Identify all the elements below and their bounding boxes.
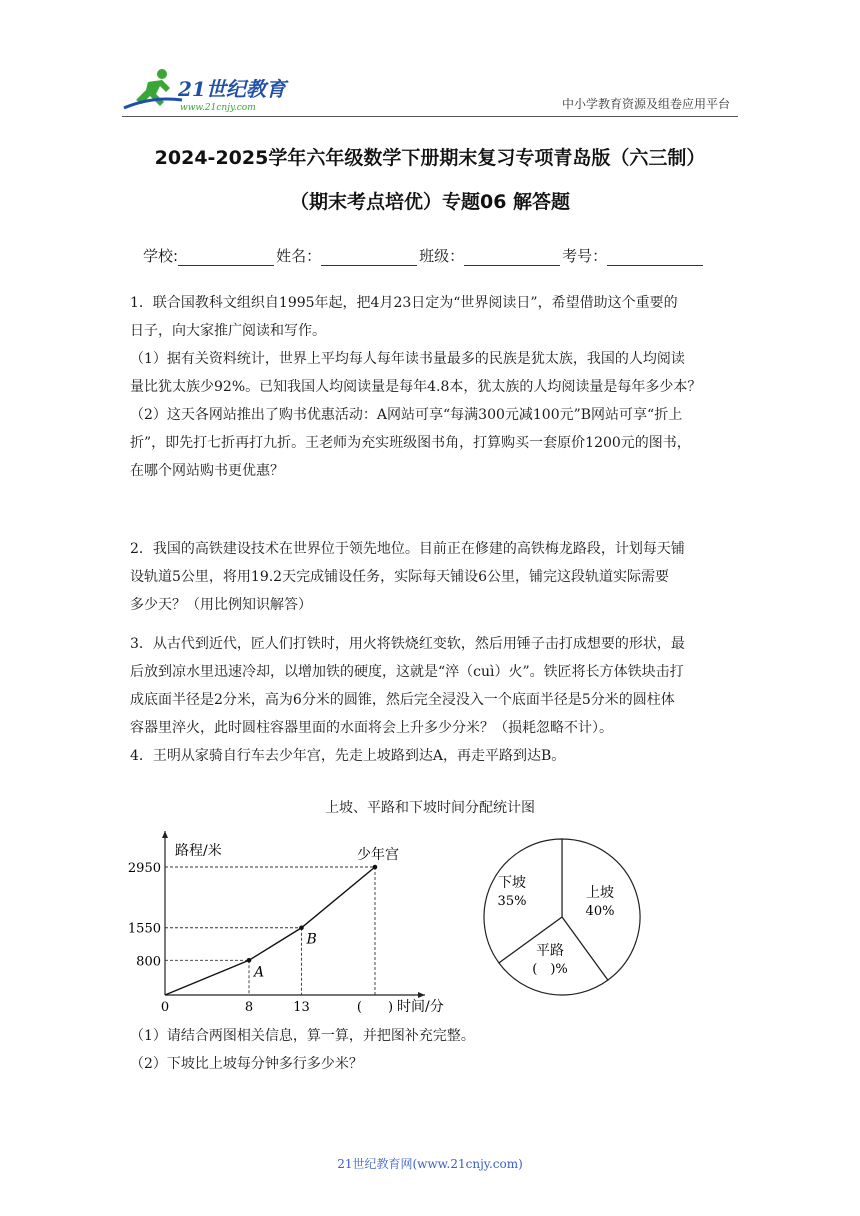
distance-time-line-chart <box>125 825 445 1020</box>
site-logo <box>122 66 292 116</box>
q1-part2-line: 折”，即先打七折再打九折。王老师为充实班级图书角，打算购买一套原价1200元的图书， <box>130 435 691 451</box>
x-tick-label: 8 <box>244 1000 254 1015</box>
x-axis-label: 时间/分 <box>397 999 444 1015</box>
pie-slice-value: 35% <box>497 894 527 909</box>
pie-slice-name: 平路 <box>536 943 564 959</box>
data-point <box>373 865 378 870</box>
q1-part1-line: （1）据有关资料统计，世界上平均每人每年读书量最多的民族是犹太族，我国的人均阅读 <box>130 351 685 367</box>
y-axis-label: 路程/米 <box>175 843 222 859</box>
point-label: 少年宫 <box>357 847 399 863</box>
q4-part2: （2）下坡比上坡每分钟多行多少米？ <box>130 1056 363 1072</box>
y-tick-label: 2950 <box>127 861 161 876</box>
class-label: 班级： <box>419 247 465 265</box>
q2-line: 设轨道5公里，将用19.2天完成铺设任务，实际每天铺设6公里，铺完这段轨道实际需要 <box>130 569 669 585</box>
time-allocation-pie-chart <box>480 825 650 1015</box>
q4-intro-line: 4．王明从家骑自行车去少年宫，先走上坡路到达A，再走平路到达B。 <box>130 748 566 764</box>
page-title-line1: 2024-2025学年六年级数学下册期末复习专项青岛版（六三制） <box>154 147 706 169</box>
name-label: 姓名： <box>276 247 322 265</box>
q1-line: 1．联合国教科文组织自1995年起，把4月23日定为“世界阅读日”，希望借助这个重要的 <box>130 295 678 311</box>
name-blank[interactable] <box>321 248 417 266</box>
school-label: 学校: <box>143 247 179 265</box>
x-tick-label: 0 <box>160 1000 170 1015</box>
q2-line: 多少天？（用比例知识解答） <box>130 597 312 613</box>
exam-number-field[interactable] <box>562 245 705 266</box>
point-label: A <box>254 964 265 981</box>
name-field[interactable] <box>276 245 419 266</box>
footer-link[interactable]: 21世纪教育网(www.21cnjy.com) <box>337 1157 523 1171</box>
exam-number-label: 考号： <box>562 247 608 265</box>
pie-slice-name: 下坡 <box>498 875 526 891</box>
series-line <box>165 867 375 995</box>
question-1 <box>130 289 730 485</box>
y-axis-arrow <box>162 831 168 838</box>
q1-line: 日子，向大家推广阅读和写作。 <box>130 323 326 339</box>
q3-line: 成底面半径是2分米，高为6分米的圆锥，然后完全浸没入一个底面半径是5分米的圆柱体 <box>130 692 675 708</box>
q3-line: 容器里淬火，此时圆柱容器里面的水面将会上升多少分米？（损耗忽略不计）。 <box>130 720 613 736</box>
y-tick-label: 1550 <box>127 921 161 937</box>
school-blank[interactable] <box>178 248 274 266</box>
exam-number-blank[interactable] <box>607 248 703 266</box>
header-divider <box>122 116 738 117</box>
y-tick-label: 800 <box>136 954 161 970</box>
class-field[interactable] <box>419 245 562 266</box>
q2-line: 2．我国的高铁建设技术在世界位于领先地位。目前正在修建的高铁梅龙路段，计划每天铺 <box>130 541 685 557</box>
q3-line: 后放到凉水里迅速冷却，以增加铁的硬度，这就是“淬（cuì）火”。铁匠将长方体铁块击打 <box>130 664 684 680</box>
class-blank[interactable] <box>464 248 560 266</box>
question-2 <box>130 535 730 619</box>
pie-slice-value: ( )% <box>532 962 568 977</box>
logo-text: 21世纪教育 <box>178 77 286 101</box>
pie-slice-name: 上坡 <box>586 885 614 901</box>
chart-title: 上坡、平路和下坡时间分配统计图 <box>325 800 535 816</box>
pie-slice-value: 40% <box>585 904 615 919</box>
school-field[interactable] <box>143 245 276 266</box>
page-title-line2: （期末考点培优）专题06 解答题 <box>289 191 571 213</box>
question-3 <box>130 630 730 770</box>
x-tick-label: 13 <box>293 1000 310 1015</box>
point-label: B <box>306 931 317 948</box>
logo-subtext: www.21cnjy.com <box>180 103 256 113</box>
q1-part1-line: 量比犹太族少92%。已知我国人均阅读量是每年4.8本，犹太族的人均阅读量是每年多少本？ <box>130 379 702 395</box>
q1-part2-line: 在哪个网站购书更优惠？ <box>130 463 284 479</box>
question-4-parts <box>130 1022 730 1078</box>
platform-label: 中小学教育资源及组卷应用平台 <box>561 97 730 111</box>
q4-part1: （1）请结合两图相关信息，算一算，并把图补充完整。 <box>130 1028 475 1044</box>
x-tick-label: ( ) <box>356 1000 394 1015</box>
student-info-fields <box>143 245 705 266</box>
q3-line: 3．从古代到近代，匠人们打铁时，用火将铁烧红变软，然后用锤子击打成想要的形状，最 <box>130 636 685 652</box>
data-point <box>247 958 252 963</box>
x-axis-arrow <box>418 992 425 998</box>
runner-icon <box>124 69 182 108</box>
data-point <box>299 925 304 930</box>
q1-part2-line: （2）这天各网站推出了购书优惠活动：A网站可享“每满300元减100元”B网站可享“折上 <box>130 407 683 423</box>
